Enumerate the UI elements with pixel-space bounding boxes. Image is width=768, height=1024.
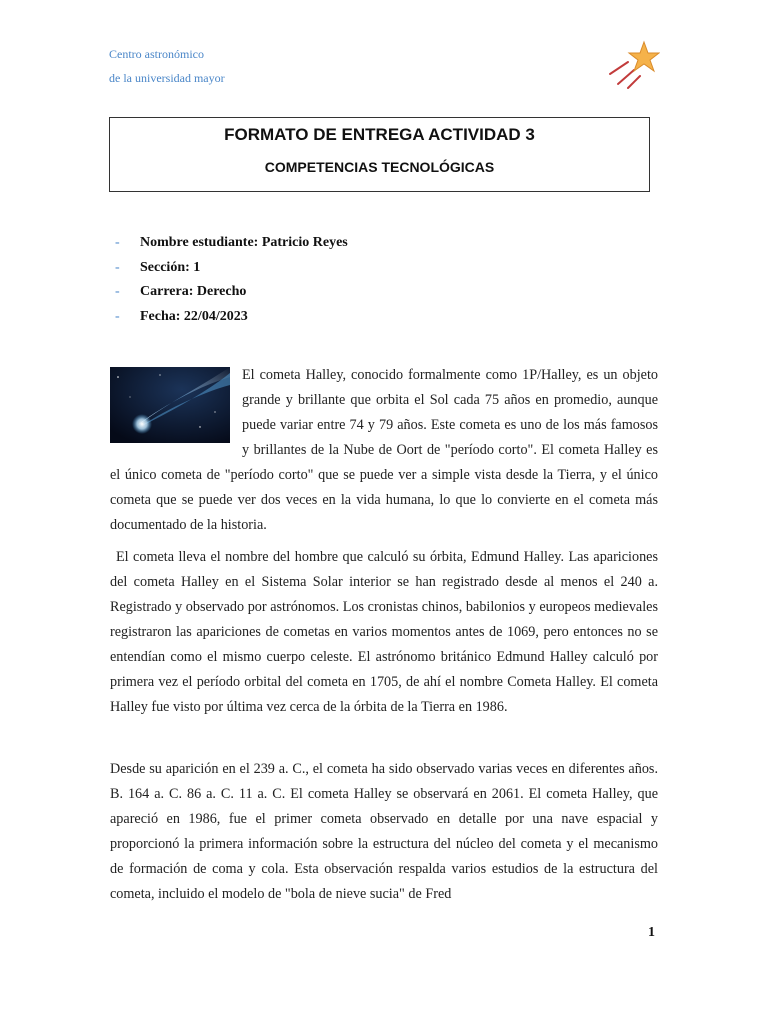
header-line-2: de la universidad mayor bbox=[109, 71, 225, 85]
list-dash: - bbox=[115, 235, 120, 250]
info-text: Fecha: 22/04/2023 bbox=[140, 308, 248, 324]
header-line-1: Centro astronómico bbox=[109, 47, 204, 61]
list-dash: - bbox=[115, 259, 120, 275]
info-text: Nombre estudiante: Patricio Reyes bbox=[140, 235, 348, 250]
header-institution bbox=[109, 42, 225, 90]
list-dash: - bbox=[115, 308, 120, 324]
info-item-student bbox=[115, 231, 348, 256]
paragraph-1 bbox=[110, 363, 658, 538]
title-box bbox=[109, 117, 650, 192]
info-item-career bbox=[115, 280, 348, 305]
shooting-star-icon bbox=[604, 40, 660, 92]
page-number: 1 bbox=[648, 925, 655, 940]
list-dash: - bbox=[115, 284, 120, 299]
info-item-date bbox=[115, 305, 348, 330]
info-text: Sección: 1 bbox=[140, 259, 201, 275]
student-info-list bbox=[115, 231, 348, 329]
image-wrap-space bbox=[110, 363, 242, 445]
document-title: FORMATO DE ENTREGA ACTIVIDAD 3 bbox=[224, 125, 535, 144]
paragraph-3: Desde su aparición en el 239 a. C., el cometa ha sido observado varias veces en diferentes años. B. 164 a. C. 86 a. C. 11 a. C. El cometa Halley se observará en 2061. El cometa Halley, que apareció en 1986, fue el primer cometa observado en detalle por una nave espacial y proporcionó la primera información sobre la estructura del núcleo del cometa y el mecanismo de formación de coma y cola. Esta observación respalda varios estudios de la estructura del cometa, incluido el modelo de "bola de nieve sucia" de Fred bbox=[110, 761, 658, 902]
paragraph-2: El cometa lleva el nombre del hombre que calculó su órbita, Edmund Halley. Las apariciones del cometa Halley en el Sistema Solar interior se han registrado desde al menos el 240 a. Registrado y observado por astrónomos. Los cronistas chinos, babilonios y europeos medievales registraron las apariciones de cometas en varios momentos antes de 1069, pero entonces no se entendían como el mismo cuerpo celeste. El astrónomo británico Edmund Halley calculó por primera vez el período orbital del cometa en 1705, de ahí el nombre Cometa Halley. El cometa Halley fue visto por última vez cerca de la órbita de la Tierra en 1986. bbox=[110, 549, 658, 715]
info-text: Carrera: Derecho bbox=[140, 284, 247, 299]
document-subtitle: COMPETENCIAS TECNOLÓGICAS bbox=[264, 159, 495, 175]
paragraph-1-text: El cometa Halley, conocido formalmente como 1P/Halley, es un objeto grande y brillante que orbita el Sol cada 75 años en promedio, aunque puede variar entre 74 y 79 años. Este cometa es uno de los más famosos y brillantes de la Nube de Oort de "período corto". El cometa Halley es el único cometa de "período corto" que se puede ver a simple vista desde la Tierra, y el único cometa que se puede ver dos veces en la vida humana, lo que lo convierte en el cometa más documentado de la historia. bbox=[110, 367, 658, 533]
info-item-section bbox=[115, 256, 348, 281]
